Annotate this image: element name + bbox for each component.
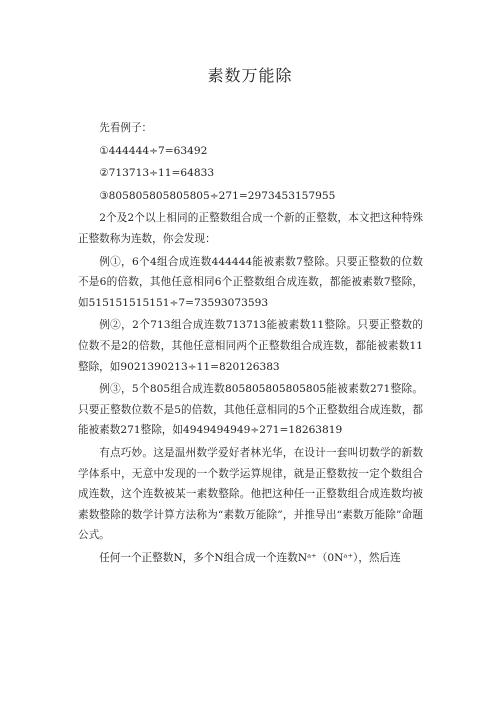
document-body <box>78 118 423 570</box>
paragraph-example-1: 例①，6个4组合成连数444444能被素数7整除。只要正整数的位数不是6的倍数，其他任意相同6个正整数组合成连数，都能被素数7整除，如515151515151÷7=73593073593 <box>78 255 423 309</box>
paragraph-example-3: 例③，5个805组合成连数805805805805805能被素数271整除。只要正整数位数不是5的倍数，其他任意相同的5个正整数组合成连数，都能被素数271整除，如4949494949÷271=18263819 <box>78 383 423 437</box>
paragraph-formula-start: 任何一个正整数N，多个N组合成一个连数Nᵃ⁺（0Nᵃ⁺），然后连 <box>99 551 401 564</box>
paragraph-intro: 先看例子： <box>99 122 153 134</box>
example-line-3: ③805805805805805÷271=2973453157955 <box>99 189 336 202</box>
paragraph-background: 有点巧妙。这是温州数学爱好者林光华，在设计一套叫切数学的新数学体系中，无意中发现的一个数学运算规律，就是正整数按一定个数组合成连数，这个连数被某一素数整除。他把这种任一正整数组合成连数均被素数整除的数学计算方法称为“素数万能除”，并推导出“素数万能除”命题公式。 <box>78 446 423 542</box>
document-title: 素数万能除 <box>207 66 293 85</box>
example-line-2: ②713713÷11=64833 <box>99 167 215 180</box>
example-line-1: ①444444÷7=63492 <box>99 144 208 157</box>
paragraph-example-2: 例②，2个713组合成连数713713能被素数11整除。只要正整数的位数不是2的倍数，其他任意相同两个正整数组合成连数，都能被素数11整除，如9021390213÷11=820126383 <box>78 319 423 373</box>
paragraph-definition: 2个及2个以上相同的正整数组合成一个新的正整数，本文把这种特殊正整数称为连数，你会发现： <box>78 212 423 245</box>
